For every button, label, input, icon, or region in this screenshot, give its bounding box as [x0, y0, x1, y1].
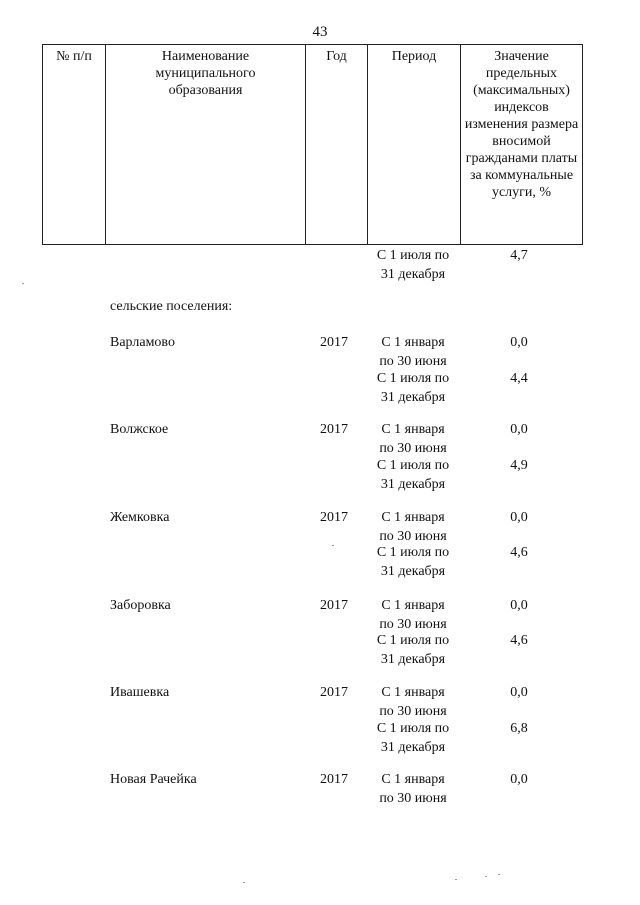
period-text: С 1 января	[381, 510, 445, 525]
value-cell: 0,0	[510, 598, 528, 613]
value-cell: 0,0	[510, 685, 528, 700]
period-cell	[365, 683, 461, 721]
header-name: Наименование муниципального образования	[106, 45, 306, 245]
period-text: С 1 января	[381, 335, 445, 350]
scan-speck	[498, 874, 500, 875]
header-value: Значение предельных (максимальных) индексов изменения размера вносимой гражданами платы за коммунальные услуги, %	[461, 45, 583, 245]
period-cell	[365, 543, 461, 581]
header-period: Период	[368, 45, 461, 245]
header-year: Год	[306, 45, 368, 245]
period-cell	[365, 508, 461, 546]
period-cell	[365, 420, 461, 458]
period-text: С 1 июля по	[376, 371, 450, 386]
period-text: 31 декабря	[380, 390, 446, 405]
period-text: 31 декабря	[380, 564, 446, 579]
value-cell: 0,0	[510, 422, 528, 437]
period-text: С 1 января	[381, 422, 445, 437]
value-cell: 4,7	[510, 248, 528, 263]
scan-speck	[332, 545, 334, 546]
value-cell: 4,6	[510, 633, 528, 648]
year-cell: 2017	[320, 335, 348, 350]
period-text: 31 декабря	[380, 477, 446, 492]
year-cell: 2017	[320, 598, 348, 613]
municipality-name: Жемковка	[110, 510, 170, 525]
period-text: С 1 июля по	[376, 545, 450, 560]
period-text: С 1 июля по	[376, 458, 450, 473]
scan-speck	[243, 882, 245, 883]
municipality-name: Варламово	[110, 335, 175, 350]
period-cell	[365, 456, 461, 494]
period-text: по 30 июня	[379, 791, 447, 806]
period-text: С 1 июля по	[376, 721, 450, 736]
period-text: 31 декабря	[380, 267, 446, 282]
period-text: 31 декабря	[380, 652, 446, 667]
period-text: С 1 января	[381, 772, 445, 787]
year-cell: 2017	[320, 772, 348, 787]
period-cell	[365, 369, 461, 407]
period-text: по 30 июня	[379, 354, 447, 369]
section-label: сельские поселения:	[110, 299, 233, 314]
year-cell: 2017	[320, 422, 348, 437]
scan-speck	[22, 283, 24, 284]
period-cell	[365, 719, 461, 757]
year-cell: 2017	[320, 510, 348, 525]
period-text: по 30 июня	[379, 704, 447, 719]
period-text: 31 декабря	[380, 740, 446, 755]
value-cell: 0,0	[510, 335, 528, 350]
period-text: С 1 июля по	[376, 633, 450, 648]
municipality-name: Новая Рачейка	[110, 772, 197, 787]
period-text: по 30 июня	[379, 529, 447, 544]
period-cell	[365, 246, 461, 284]
scan-speck	[455, 879, 457, 880]
year-cell: 2017	[320, 685, 348, 700]
scan-speck	[485, 876, 487, 877]
value-cell: 4,9	[510, 458, 528, 473]
header-num: № п/п	[43, 45, 106, 245]
value-cell: 0,0	[510, 772, 528, 787]
municipality-name: Заборовка	[110, 598, 171, 613]
period-text: по 30 июня	[379, 441, 447, 456]
period-text: С 1 января	[381, 685, 445, 700]
municipality-name: Ивашевка	[110, 685, 170, 700]
period-text: по 30 июня	[379, 617, 447, 632]
period-cell	[365, 596, 461, 634]
value-cell: 6,8	[510, 721, 528, 736]
period-text: С 1 июля по	[376, 248, 450, 263]
value-cell: 4,6	[510, 545, 528, 560]
period-text: С 1 января	[381, 598, 445, 613]
table-header	[42, 44, 583, 245]
value-cell: 0,0	[510, 510, 528, 525]
page-number: 43	[312, 24, 328, 40]
period-cell	[365, 631, 461, 669]
value-cell: 4,4	[510, 371, 528, 386]
period-cell	[365, 333, 461, 371]
period-cell	[365, 770, 461, 808]
municipality-name: Волжское	[110, 422, 169, 437]
